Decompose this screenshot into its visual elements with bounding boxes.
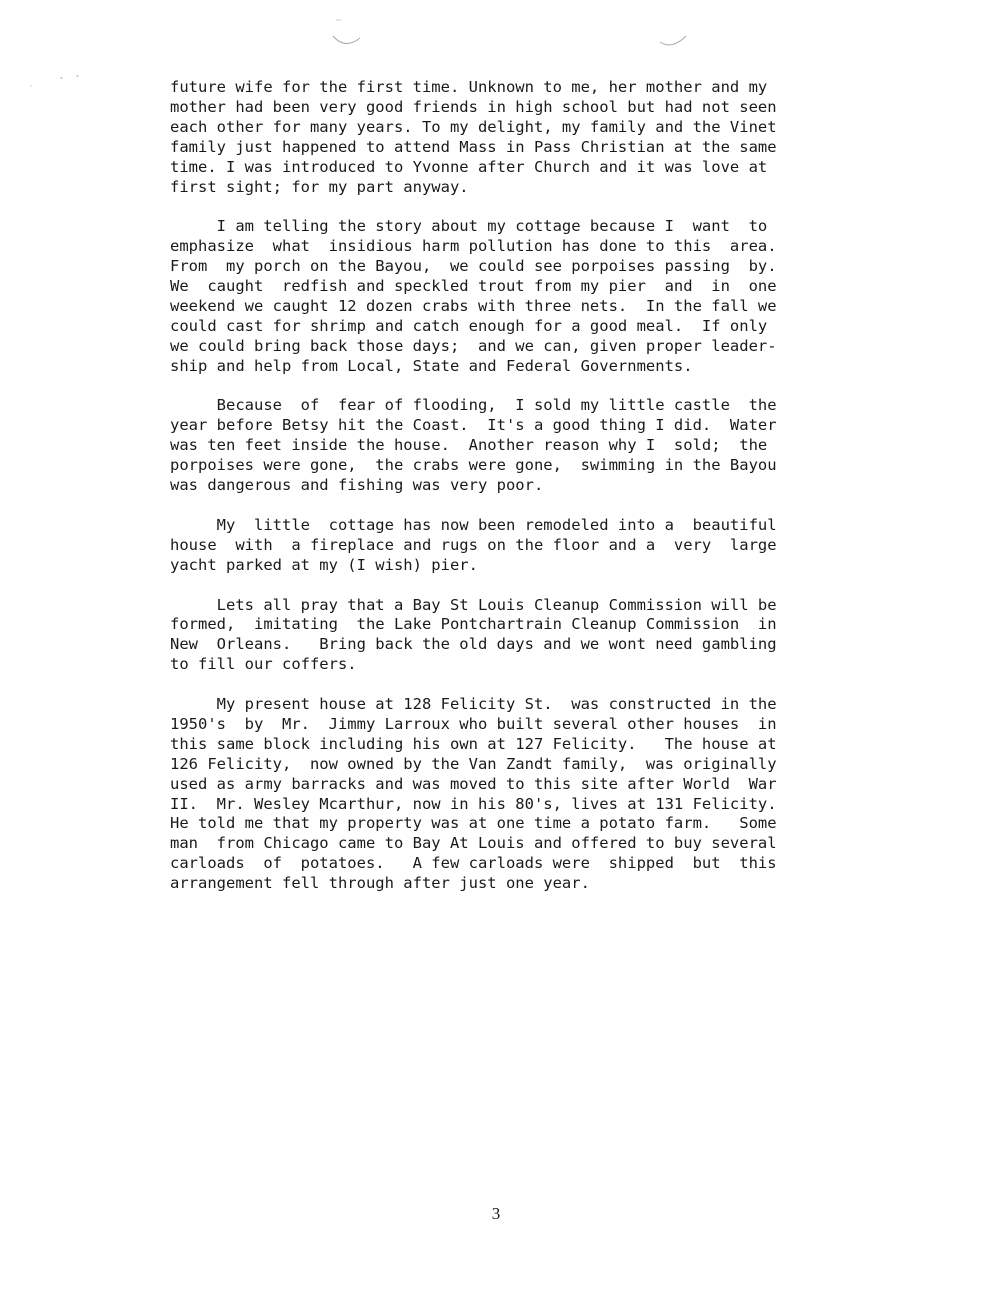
paragraph-2: I am telling the story about my cottage because I want to emphasize what insidious harm pollution has done to this area. From my porch on the Bayou, we could see porpoises passing by. We caught redfish and speckled trout from my pier and in one weekend we caught 12 dozen crabs with three nets. In the fall we could cast for shrimp and catch enough for a good meal. If only we could bring back those days; and we can, given proper leader- ship and help from Local, State and Federal Governments. bbox=[170, 217, 777, 375]
paragraph-1: future wife for the first time. Unknown to me, her mother and my mother had been very good friends in high school but had not seen each other for many years. To my delight, my family and the Vinet family just happened to attend Mass in Pass Christian at the same time. I was introduced to Yvonne after Church and it was love at first sight; for my part anyway. bbox=[170, 78, 777, 196]
paragraph-4: My little cottage has now been remodeled into a beautiful house with a fireplace and rugs on the floor and a very large yacht parked at my (I wish) pier. bbox=[170, 515, 777, 574]
paragraph-6: My present house at 128 Felicity St. was constructed in the 1950's by Mr. Jimmy Larroux who built several other houses in this same block including his own at 127 Felicity. The house at 126 Felicity, now owned by the Van Zandt family, was originally used as army barracks and was moved to this site after World War II. Mr. Wesley Mcarthur, now in his 80's, lives at 131 Felicity. He told me that my property was at one time a potato farm. Some man from Chicago came to Bay At Louis and offered to buy several carloads of potatoes. A few carloads were shipped but this arrangement fell through after just one year. bbox=[170, 695, 777, 893]
page-number: 3 bbox=[491, 1204, 501, 1223]
paragraph-5: Lets all pray that a Bay St Louis Cleanup Commission will be formed, imitating the Lake Pontchartrain Cleanup Commission in New Orleans. Bring back the old days and we wont need gambling to fill our coffers. bbox=[170, 595, 777, 674]
paragraph-3: Because of fear of flooding, I sold my little castle the year before Betsy hit the Coast. It's a good thing I did. Water was ten feet inside the house. Another reason why I sold; the porpoises were gone, the crabs were gone, swimming in the Bayou was dangerous and fishing was very poor. bbox=[170, 396, 777, 495]
body-text bbox=[170, 78, 830, 894]
